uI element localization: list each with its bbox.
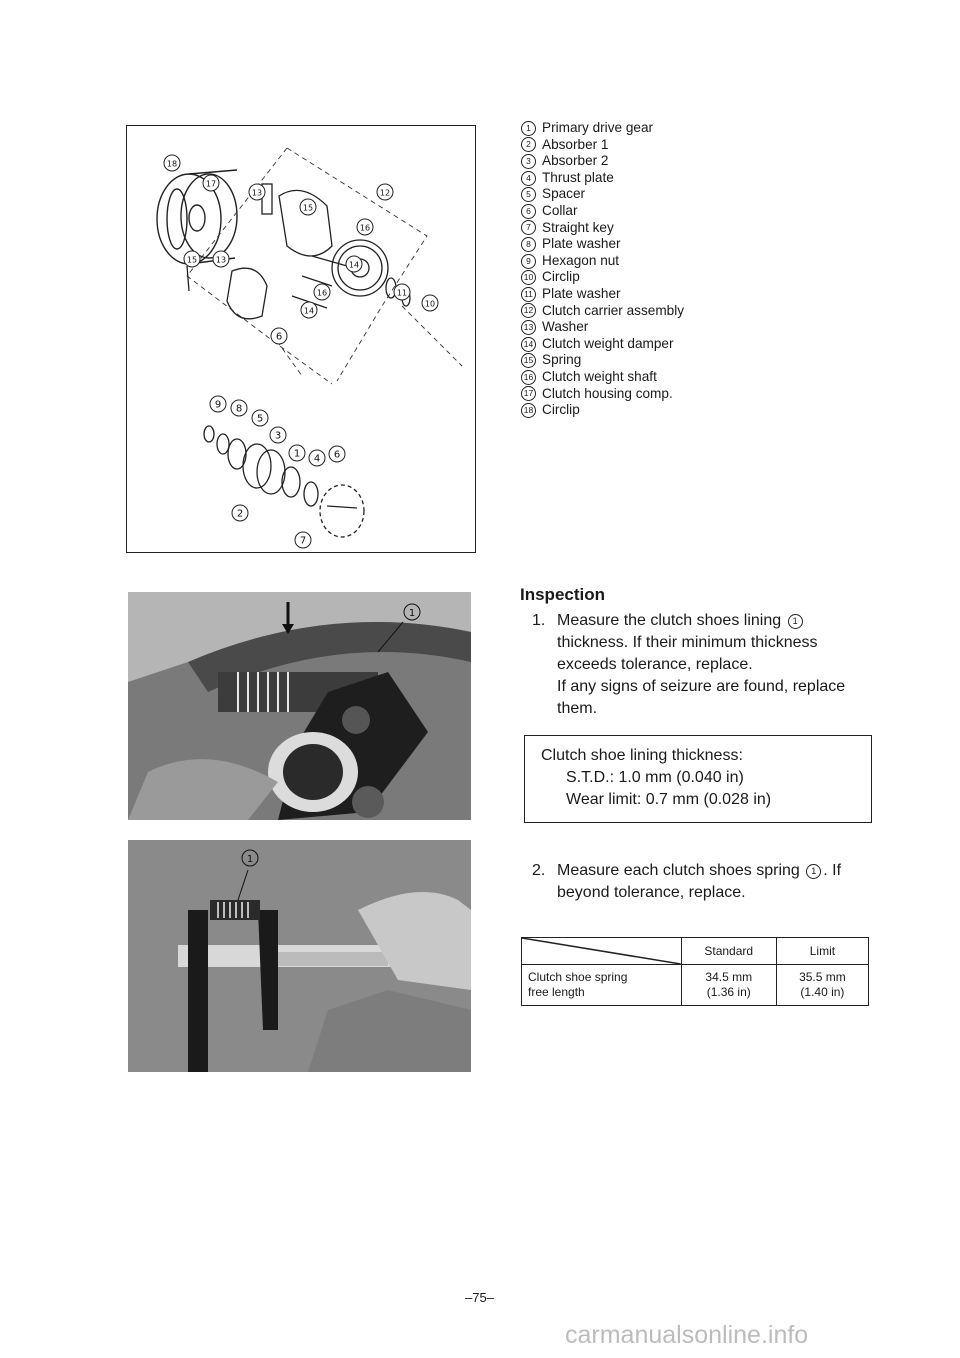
step2-text-cont: . If beyond tolerance, replace. [557, 862, 842, 901]
legend-label: Clutch weight damper [542, 335, 674, 351]
legend-label: Primary drive gear [542, 120, 654, 135]
spring-spec-table [521, 937, 869, 1006]
svg-text:16: 16 [359, 223, 371, 233]
legend-item [521, 137, 684, 154]
legend-item [521, 269, 684, 286]
legend-item [521, 286, 684, 303]
step2-text: Measure each clutch shoes spring [557, 862, 800, 879]
svg-text:13: 13 [251, 188, 263, 198]
svg-text:17: 17 [205, 179, 217, 189]
page-number: –75– [465, 1290, 494, 1305]
diagram-callout [301, 302, 317, 318]
standard-imperial: (1.36 in) [706, 985, 751, 999]
spec-standard: S.T.D.: 1.0 mm (0.040 in) [566, 769, 744, 786]
diagram-callout [203, 175, 219, 191]
standard-value [681, 965, 776, 1006]
legend-number: 6 [521, 204, 536, 219]
legend-label: Spring [542, 352, 582, 368]
legend-item [521, 186, 684, 203]
svg-text:10: 10 [424, 299, 436, 309]
legend-label: Clutch housing comp. [542, 385, 673, 401]
svg-text:5: 5 [256, 413, 264, 425]
diagram-callout [232, 505, 248, 521]
diagram-callout [252, 410, 268, 426]
legend-label: Plate washer [542, 285, 621, 301]
diagram-callout [300, 199, 316, 215]
row-label [522, 965, 682, 1006]
legend-item [521, 319, 684, 336]
legend-number: 15 [521, 353, 536, 368]
lining-spec-box [524, 735, 872, 823]
ref-callout: 1 [788, 614, 803, 629]
inspection-step-2 [532, 860, 872, 904]
legend-item [521, 253, 684, 270]
legend-label: Circlip [542, 269, 580, 285]
legend-item [521, 220, 684, 237]
header-standard: Standard [681, 938, 776, 965]
diagram-callout [231, 400, 247, 416]
clutch-exploded-view [127, 126, 474, 551]
legend-number: 2 [521, 137, 536, 152]
clutch-shoe-photo [128, 592, 471, 820]
step1-text-cont: thickness. If their minimum thickness exceeds tolerance, replace. [557, 634, 818, 673]
svg-text:3: 3 [274, 430, 282, 442]
diagram-callout [213, 251, 229, 267]
diagram-callout [422, 295, 438, 311]
standard-metric: 34.5 mm [705, 970, 753, 984]
step1-note: If any signs of seizure are found, replace them. [557, 678, 846, 717]
inspection-step-1 [532, 610, 872, 720]
legend-label: Clutch carrier assembly [542, 302, 685, 318]
step-number: 1. [532, 612, 546, 629]
legend-item [521, 153, 684, 170]
diagram-callout [164, 155, 180, 171]
legend-number: 13 [521, 320, 536, 335]
table-corner-cell [522, 938, 682, 965]
svg-text:6: 6 [333, 449, 341, 461]
svg-text:15: 15 [186, 255, 198, 265]
legend-label: Spacer [542, 186, 586, 202]
svg-text:11: 11 [396, 288, 408, 298]
diagram-callout [357, 219, 373, 235]
svg-text:9: 9 [214, 399, 222, 411]
ref-callout: 1 [806, 864, 821, 879]
svg-text:14: 14 [303, 306, 315, 316]
svg-text:14: 14 [348, 260, 360, 270]
legend-number: 18 [521, 403, 536, 418]
legend-item [521, 236, 684, 253]
legend-number: 11 [521, 287, 536, 302]
photo1-callout: 1 [408, 608, 416, 619]
legend-number: 3 [521, 154, 536, 169]
legend-item [521, 336, 684, 353]
limit-value [776, 965, 868, 1006]
diagram-callout [295, 532, 311, 548]
legend-number: 5 [521, 187, 536, 202]
legend-number: 14 [521, 337, 536, 352]
legend-item [521, 369, 684, 386]
legend-label: Straight key [542, 219, 614, 235]
legend-item [521, 170, 684, 187]
step-number: 2. [532, 862, 546, 879]
legend-label: Circlip [542, 402, 580, 418]
legend-item [521, 402, 684, 419]
svg-text:8: 8 [235, 403, 243, 415]
diagram-callout [314, 284, 330, 300]
legend-label: Hexagon nut [542, 252, 620, 268]
legend-number: 16 [521, 370, 536, 385]
legend-number: 17 [521, 386, 536, 401]
legend-number: 9 [521, 254, 536, 269]
diagram-callout [270, 427, 286, 443]
svg-text:13: 13 [215, 255, 227, 265]
parts-legend [521, 120, 684, 419]
legend-number: 1 [521, 121, 536, 136]
legend-label: Absorber 1 [542, 136, 609, 152]
svg-text:15: 15 [302, 203, 314, 213]
svg-text:6: 6 [275, 331, 283, 343]
exploded-diagram [126, 125, 476, 553]
legend-number: 7 [521, 220, 536, 235]
caliper-measurement-photo [128, 840, 471, 1072]
svg-text:2: 2 [236, 508, 244, 520]
diagram-callout [329, 446, 345, 462]
diagram-callout [377, 184, 393, 200]
legend-number: 8 [521, 237, 536, 252]
legend-item [521, 303, 684, 320]
header-limit: Limit [776, 938, 868, 965]
diagram-callout [271, 328, 287, 344]
svg-text:12: 12 [379, 188, 391, 198]
step1-text: Measure the clutch shoes lining [557, 612, 782, 629]
legend-item [521, 352, 684, 369]
legend-item [521, 203, 684, 220]
limit-metric: 35.5 mm [799, 970, 846, 984]
diagram-callout [210, 396, 226, 412]
diagram-callout [184, 251, 200, 267]
legend-label: Absorber 2 [542, 153, 609, 169]
legend-number: 12 [521, 303, 536, 318]
legend-label: Thrust plate [542, 169, 614, 185]
legend-item [521, 386, 684, 403]
svg-text:1: 1 [293, 448, 301, 460]
legend-number: 4 [521, 171, 536, 186]
diagram-callout [394, 284, 410, 300]
diagram-callout [309, 450, 325, 466]
section-title: Inspection [520, 585, 606, 604]
diagram-callout [346, 256, 362, 272]
legend-item [521, 120, 684, 137]
spec-wear-limit: Wear limit: 0.7 mm (0.028 in) [566, 791, 772, 808]
diagram-callout [289, 445, 305, 461]
legend-label: Collar [542, 202, 578, 218]
legend-label: Washer [542, 319, 589, 335]
legend-number: 10 [521, 270, 536, 285]
row-label-line2: free length [528, 985, 585, 999]
limit-imperial: (1.40 in) [800, 985, 845, 999]
svg-text:18: 18 [166, 159, 178, 169]
legend-label: Plate washer [542, 236, 621, 252]
spec-title: Clutch shoe lining thickness: [541, 747, 743, 764]
table-header-row [522, 938, 869, 965]
table-row [522, 965, 869, 1006]
row-label-line1: Clutch shoe spring [528, 970, 628, 984]
watermark: carmanualsonline.info [565, 1321, 809, 1349]
diagram-callout [249, 184, 265, 200]
svg-text:4: 4 [313, 453, 321, 465]
photo2-callout: 1 [246, 854, 254, 865]
svg-text:7: 7 [299, 535, 307, 547]
svg-text:16: 16 [316, 288, 328, 298]
legend-label: Clutch weight shaft [542, 368, 657, 384]
